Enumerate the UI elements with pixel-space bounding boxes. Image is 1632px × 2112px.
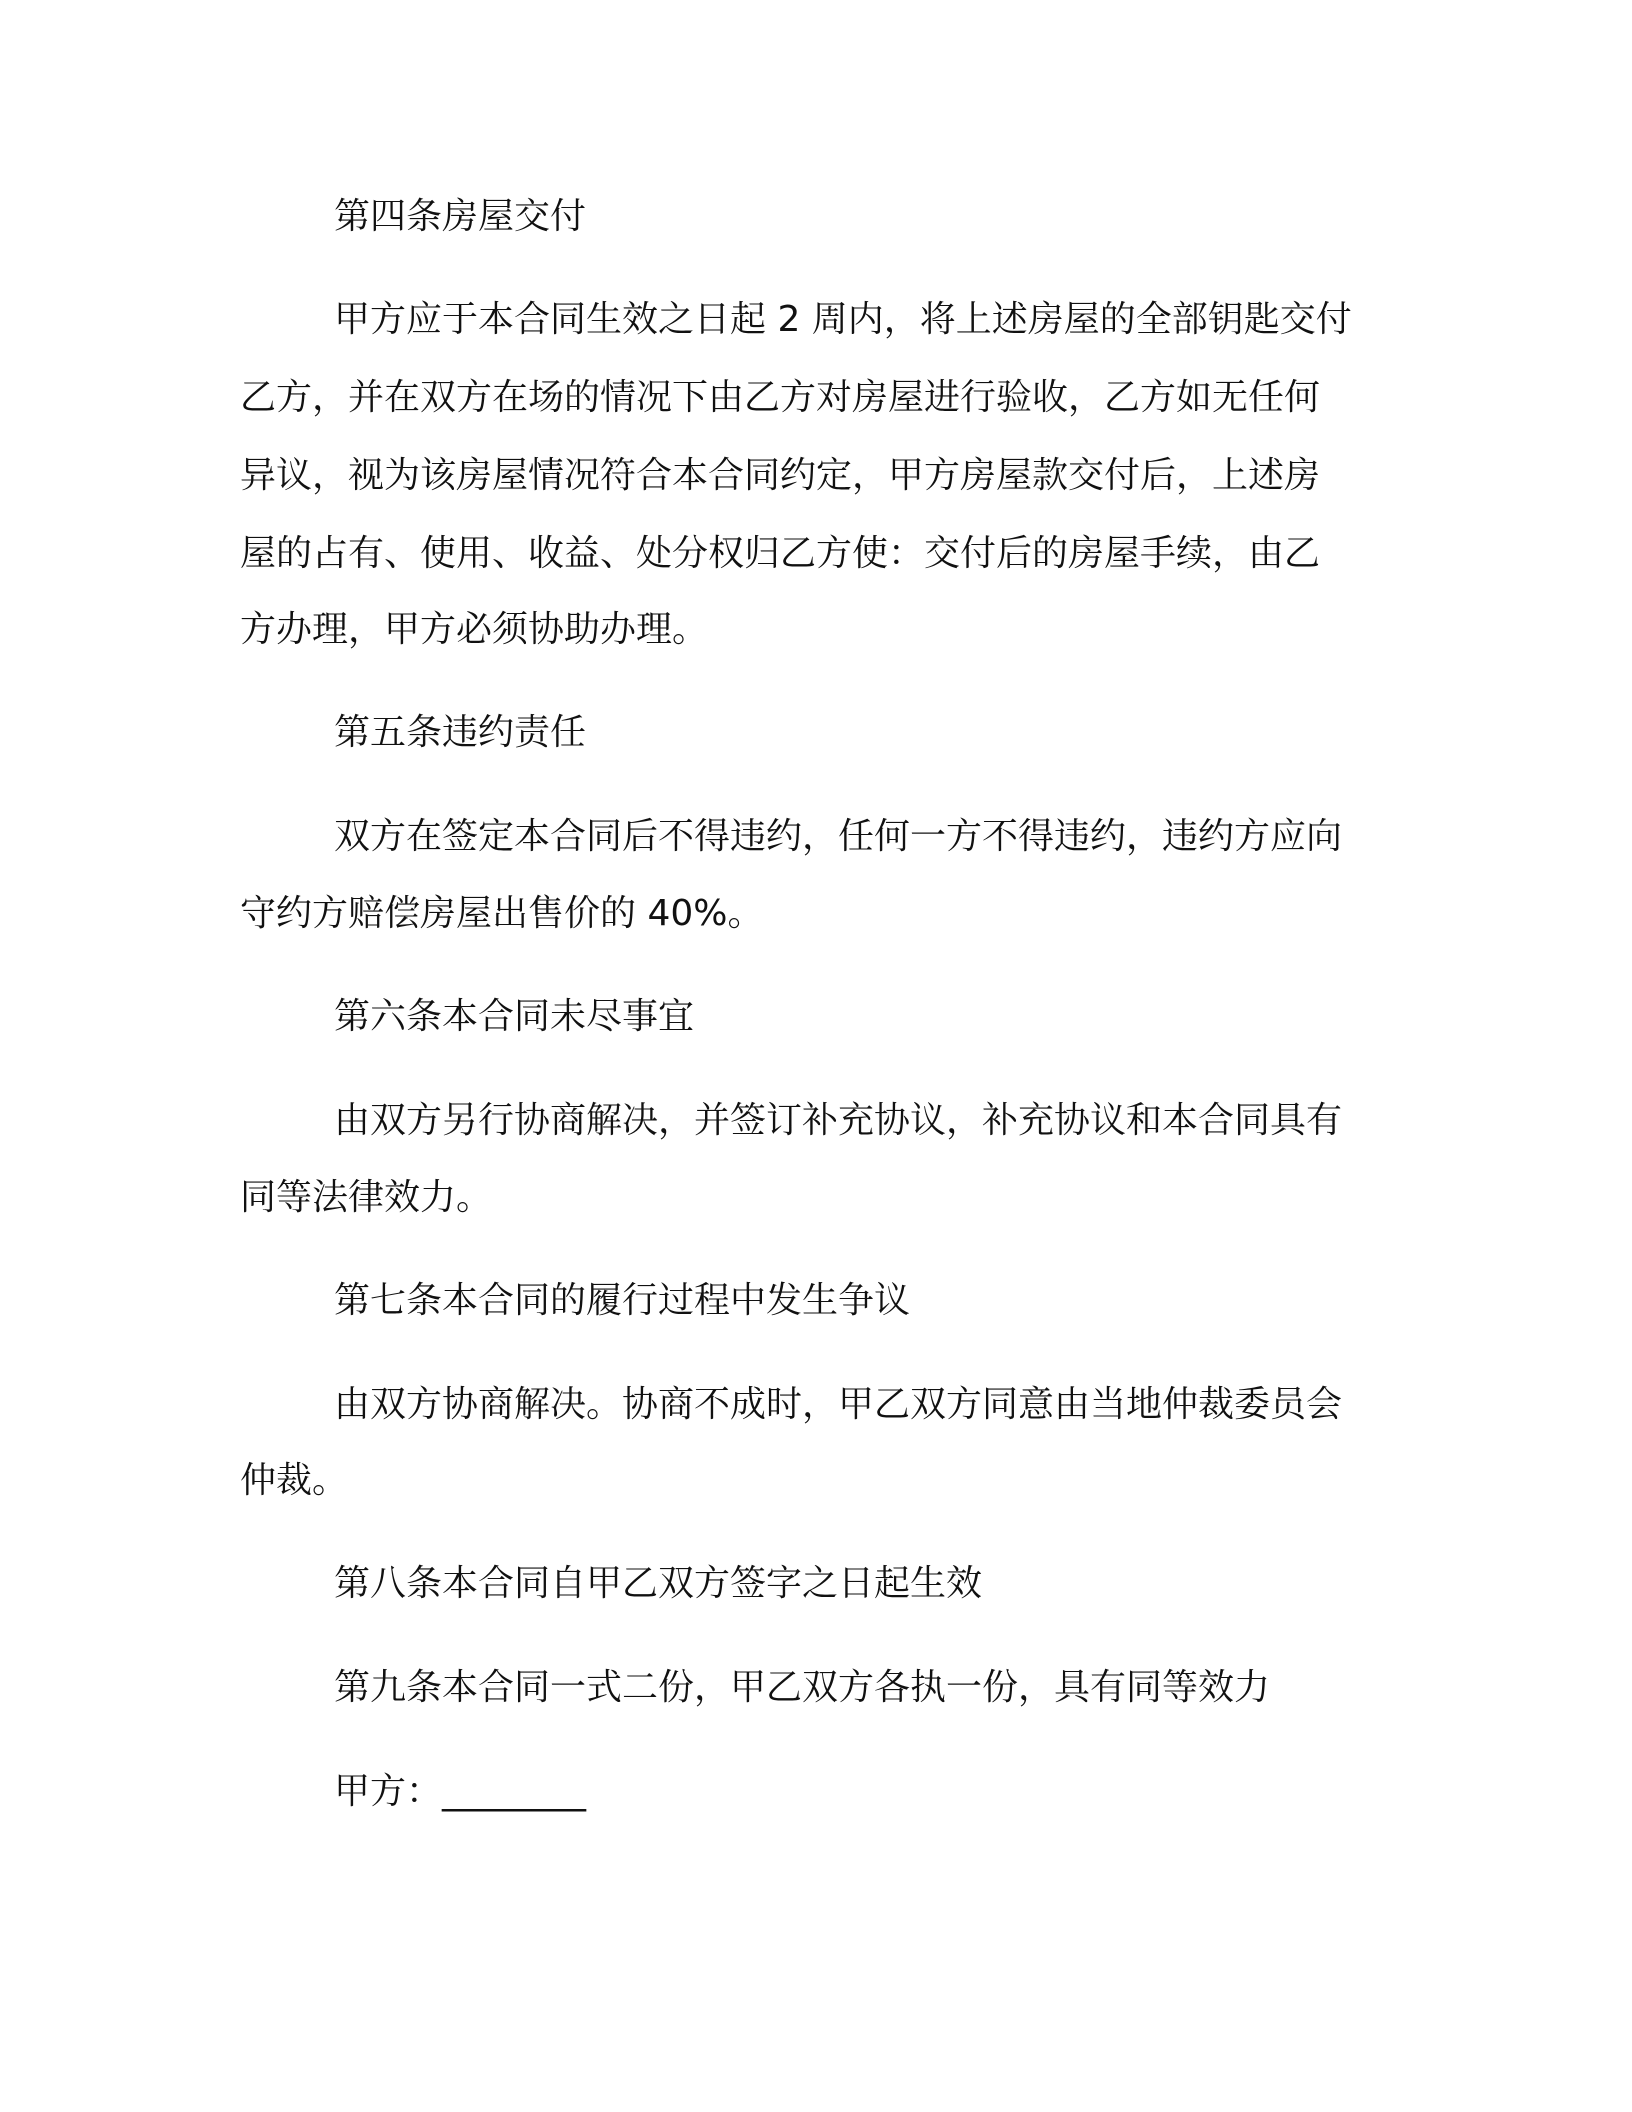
section-6-line-2: 同等法律效力。 <box>240 1177 493 1218</box>
signature-party-a: 甲方：________ <box>334 1771 587 1812</box>
section-heading-4: 第四条房屋交付 <box>334 196 587 237</box>
section-heading-6: 第六条本合同未尽事宜 <box>334 996 695 1037</box>
section-7-line-1: 由双方协商解决。协商不成时，甲乙双方同意由当地仲裁委员会 <box>334 1384 1343 1425</box>
section-5-line-1: 双方在签定本合同后不得违约，任何一方不得违约，违约方应向 <box>334 816 1343 857</box>
section-7-line-2: 仲裁。 <box>240 1460 349 1501</box>
section-heading-5: 第五条违约责任 <box>334 712 587 753</box>
section-4-line-1: 甲方应于本合同生效之日起 2 周内，将上述房屋的全部钥匙交付 <box>334 299 1352 340</box>
section-6-line-1: 由双方另行协商解决，并签订补充协议，补充协议和本合同具有 <box>334 1100 1343 1141</box>
section-4-line-2: 乙方，并在双方在场的情况下由乙方对房屋进行验收，乙方如无任何 <box>240 377 1321 418</box>
section-5-line-2: 守约方赔偿房屋出售价的 40%。 <box>240 893 764 934</box>
section-heading-9: 第九条本合同一式二份，甲乙双方各执一份，具有同等效力 <box>334 1667 1271 1708</box>
section-4-line-3: 异议，视为该房屋情况符合本合同约定，甲方房屋款交付后，上述房 <box>240 455 1321 496</box>
section-heading-7: 第七条本合同的履行过程中发生争议 <box>334 1280 911 1321</box>
section-heading-8: 第八条本合同自甲乙双方签字之日起生效 <box>334 1563 983 1604</box>
section-4-line-5: 方办理，甲方必须协助办理。 <box>240 609 709 650</box>
section-4-line-4: 屋的占有、使用、收益、处分权归乙方使：交付后的房屋手续，由乙 <box>240 533 1321 574</box>
